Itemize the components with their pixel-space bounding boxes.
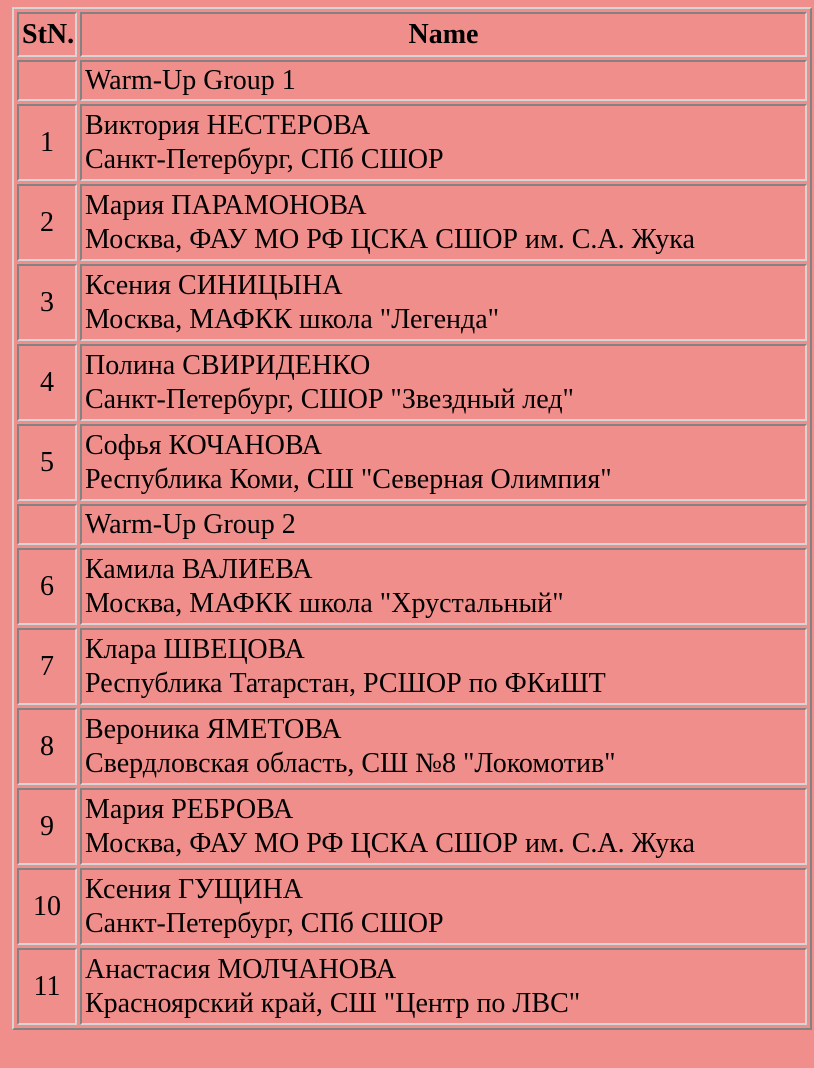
header-row — [17, 12, 807, 57]
warm-up-group-row — [17, 60, 807, 101]
athlete-row — [17, 788, 807, 865]
athlete-name: Клара ШВЕЦОВА — [85, 633, 305, 665]
athlete-cell — [80, 948, 807, 1025]
warm-up-group-label: Warm-Up Group 1 — [80, 60, 807, 101]
athlete-cell — [80, 424, 807, 501]
athlete-name: Мария РЕБРОВА — [85, 793, 294, 825]
start-number-cell: 5 — [17, 424, 77, 501]
start-number-cell: 10 — [17, 868, 77, 945]
athlete-club: Свердловская область, СШ №8 "Локомотив" — [85, 747, 616, 779]
athlete-row — [17, 628, 807, 705]
athlete-row — [17, 868, 807, 945]
athlete-row — [17, 264, 807, 341]
athlete-club: Москва, МАФКК школа "Хрустальный" — [85, 587, 564, 619]
athlete-name: Вероника ЯМЕТОВА — [85, 713, 342, 745]
athlete-name: Анастасия МОЛЧАНОВА — [85, 953, 397, 985]
athlete-row — [17, 184, 807, 261]
start-number-cell: 6 — [17, 548, 77, 625]
athlete-club: Красноярский край, СШ "Центр по ЛВС" — [85, 987, 581, 1019]
athlete-name: Софья КОЧАНОВА — [85, 429, 322, 461]
athlete-row — [17, 548, 807, 625]
athlete-cell — [80, 104, 807, 181]
athlete-row — [17, 344, 807, 421]
athlete-club: Санкт-Петербург, СПб СШОР — [85, 907, 444, 939]
athlete-cell — [80, 548, 807, 625]
athlete-club: Москва, ФАУ МО РФ ЦСКА СШОР им. С.А. Жука — [85, 827, 695, 859]
start-number-cell: 7 — [17, 628, 77, 705]
start-number-cell — [17, 60, 77, 101]
warm-up-group-row — [17, 504, 807, 545]
athlete-name: Виктория НЕСТЕРОВА — [85, 109, 371, 141]
athlete-cell — [80, 708, 807, 785]
athlete-name: Ксения ГУЩИНА — [85, 873, 303, 905]
athlete-club: Республика Коми, СШ "Северная Олимпия" — [85, 463, 612, 495]
athlete-cell — [80, 788, 807, 865]
name-column-header: Name — [80, 12, 807, 57]
start-list-table — [12, 7, 812, 1030]
athlete-cell — [80, 344, 807, 421]
athlete-club: Республика Татарстан, РСШОР по ФКиШТ — [85, 667, 606, 699]
athlete-club: Москва, МАФКК школа "Легенда" — [85, 303, 500, 335]
athlete-club: Санкт-Петербург, СШОР "Звездный лед" — [85, 383, 574, 415]
athlete-name: Полина СВИРИДЕНКО — [85, 349, 371, 381]
athlete-row — [17, 708, 807, 785]
start-list-body — [17, 60, 807, 1025]
start-number-cell: 8 — [17, 708, 77, 785]
athlete-club: Москва, ФАУ МО РФ ЦСКА СШОР им. С.А. Жука — [85, 223, 695, 255]
start-number-cell: 1 — [17, 104, 77, 181]
athlete-cell — [80, 184, 807, 261]
athlete-name: Ксения СИНИЦЫНА — [85, 269, 343, 301]
start-number-cell — [17, 504, 77, 545]
athlete-name: Мария ПАРАМОНОВА — [85, 189, 367, 221]
start-number-cell: 9 — [17, 788, 77, 865]
start-number-cell: 3 — [17, 264, 77, 341]
stn-column-header: StN. — [17, 12, 77, 57]
athlete-name: Камила ВАЛИЕВА — [85, 553, 313, 585]
start-number-cell: 11 — [17, 948, 77, 1025]
athlete-club: Санкт-Петербург, СПб СШОР — [85, 143, 444, 175]
athlete-row — [17, 948, 807, 1025]
athlete-row — [17, 104, 807, 181]
athlete-cell — [80, 628, 807, 705]
athlete-cell — [80, 868, 807, 945]
athlete-cell — [80, 264, 807, 341]
start-number-cell: 2 — [17, 184, 77, 261]
athlete-row — [17, 424, 807, 501]
start-number-cell: 4 — [17, 344, 77, 421]
warm-up-group-label: Warm-Up Group 2 — [80, 504, 807, 545]
